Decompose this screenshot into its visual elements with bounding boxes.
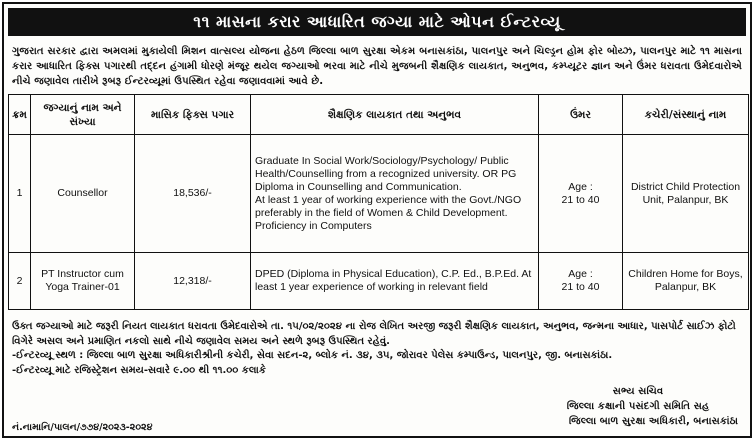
header-sr: ક્રમ: [9, 95, 31, 135]
cell-qualification: [251, 135, 539, 253]
instructions: [12, 320, 742, 378]
qualification-text: Graduate In Social Work/Sociology/Psychology/ Public Health/Counselling from a recognized university. OR PG Diploma in Counselling and Communication.: [255, 154, 517, 193]
experience-text: At least 1 year of working experience with the Govt./NGO preferably in the field of Women & Child Development. Proficiency in Computers: [255, 193, 522, 232]
age-label: Age :: [568, 268, 593, 280]
cell-post: Counsellor: [31, 135, 135, 253]
table-row: [9, 135, 749, 253]
cell-sr: 1: [9, 135, 31, 253]
header-post: જગ્યાનું નામ અને સંખ્યા: [31, 95, 135, 135]
instruction-documents: ઉક્ત જગ્યાઓ માટે જરૂરી નિયત લાયકાત ધરાવતા ઉમેદવારોએ તા. ૧૫/૦૨/૨૦૨૪ ના રોજ લેખિત અરજી જરૂરી શૈક્ષણિક લાયકાત, અનુભવ, જન્મના આધાર, પાસપોર્ટ સાઈઝ ફોટો વિગેરે અસલ અને પ્રમાણિત નકલો સાથે નીચે જણાવેલ સમય અને સ્થળે રૂબરૂ ઉપસ્થિત રહેવું.: [12, 321, 736, 347]
advertisement: [2, 2, 752, 438]
cell-age: [539, 135, 623, 253]
signatory-committee: જિલ્લા કક્ષાની પસંદગી સમિતિ સહ: [566, 401, 710, 412]
intro-paragraph: ગુજરાત સરકાર દ્વારા અમલમાં મુકાયેલી મિશન વાત્સલ્ય યોજના હેઠળ જિલ્લા બાળ સુરક્ષા એકમ બનાસકાંઠા, પાલનપુર અને ચિલ્ડ્રન હોમ ફોર બોય્ઝ, પાલનપુર માટે ૧૧ માસના કરાર આધારિત ફિક્સ પગારથી તદ્દન હંગામી ધોરણે મંજૂર થયેલ જગ્યાઓ ભરવા માટે નીચે મુજબની શૈક્ષણિક લાયકાત, અનુભવ, કમ્પ્યૂટર જ્ઞાન અને ઉંમર ધરાવતા ઉમેદવારોએ નીચે જણાવેલ તારીખે રૂબરૂ ઈન્ટરવ્યૂમાં ઉપસ્થિત રહેવા જણાવવામાં આવે છે.: [12, 46, 742, 87]
reference-number: નં.નામાનિ/પાલન/૭૭૪/૨૦૨૩-૨૦૨૪: [12, 422, 153, 433]
cell-sr: 2: [9, 253, 31, 310]
instruction-venue: -ઈન્ટરવ્યૂ સ્થળ : જિલ્લા બાળ સુરક્ષા અધિકારીશ્રીની કચેરી, સેવા સદન-૨, બ્લોક નં. ૩૪, ૩૫, જોરાવર પેલેસ કમ્પાઉન્ડ, પાલનપુર, જી. બનાસકાંઠા.: [12, 350, 613, 361]
cell-qualification: [251, 253, 539, 310]
cell-salary: 12,318/-: [135, 253, 251, 310]
signature-block: [538, 384, 738, 429]
table-row: [9, 253, 749, 310]
cell-age: [539, 253, 623, 310]
header-office: કચેરી/સંસ્થાનું નામ: [623, 95, 749, 135]
cell-office: Children Home for Boys, Palanpur, BK: [623, 253, 749, 310]
banner-title: ૧૧ માસના કરાર આધારિત જગ્યા માટે ઓપન ઈન્ટરવ્યૂ: [8, 8, 746, 36]
signatory-officer: જિલ્લા બાળ સુરક્ષા અધિકારી, બનાસકાંઠા: [568, 416, 738, 427]
age-label: Age :: [568, 180, 593, 193]
header-salary: માસિક ફિક્સ પગાર: [135, 95, 251, 135]
age-range: 21 to 40: [561, 193, 600, 206]
header-qualification: શૈક્ષણિક લાયકાત તથા અનુભવ: [251, 95, 539, 135]
qualification-text: DPED (Diploma in Physical Education), C.P. Ed., B.P.Ed. At least 1 year experience of working in relevant field: [255, 268, 532, 293]
signatory-title: સભ્ય સચિવ: [612, 386, 664, 397]
cell-office: District Child Protection Unit, Palanpur, BK: [623, 135, 749, 253]
header-age: ઉંમર: [539, 95, 623, 135]
instruction-timing: -ઈન્ટરવ્યૂ માટે રજિસ્ટ્રેશન સમય-સવારે ૯.૦૦ થી ૧૧.૦૦ કલાકે: [12, 364, 266, 376]
age-range: 21 to 40: [561, 281, 600, 293]
posts-table: [8, 94, 749, 310]
cell-post: PT Instructor cum Yoga Trainer-01: [31, 253, 135, 310]
table-header-row: [9, 95, 749, 135]
cell-salary: 18,536/-: [135, 135, 251, 253]
